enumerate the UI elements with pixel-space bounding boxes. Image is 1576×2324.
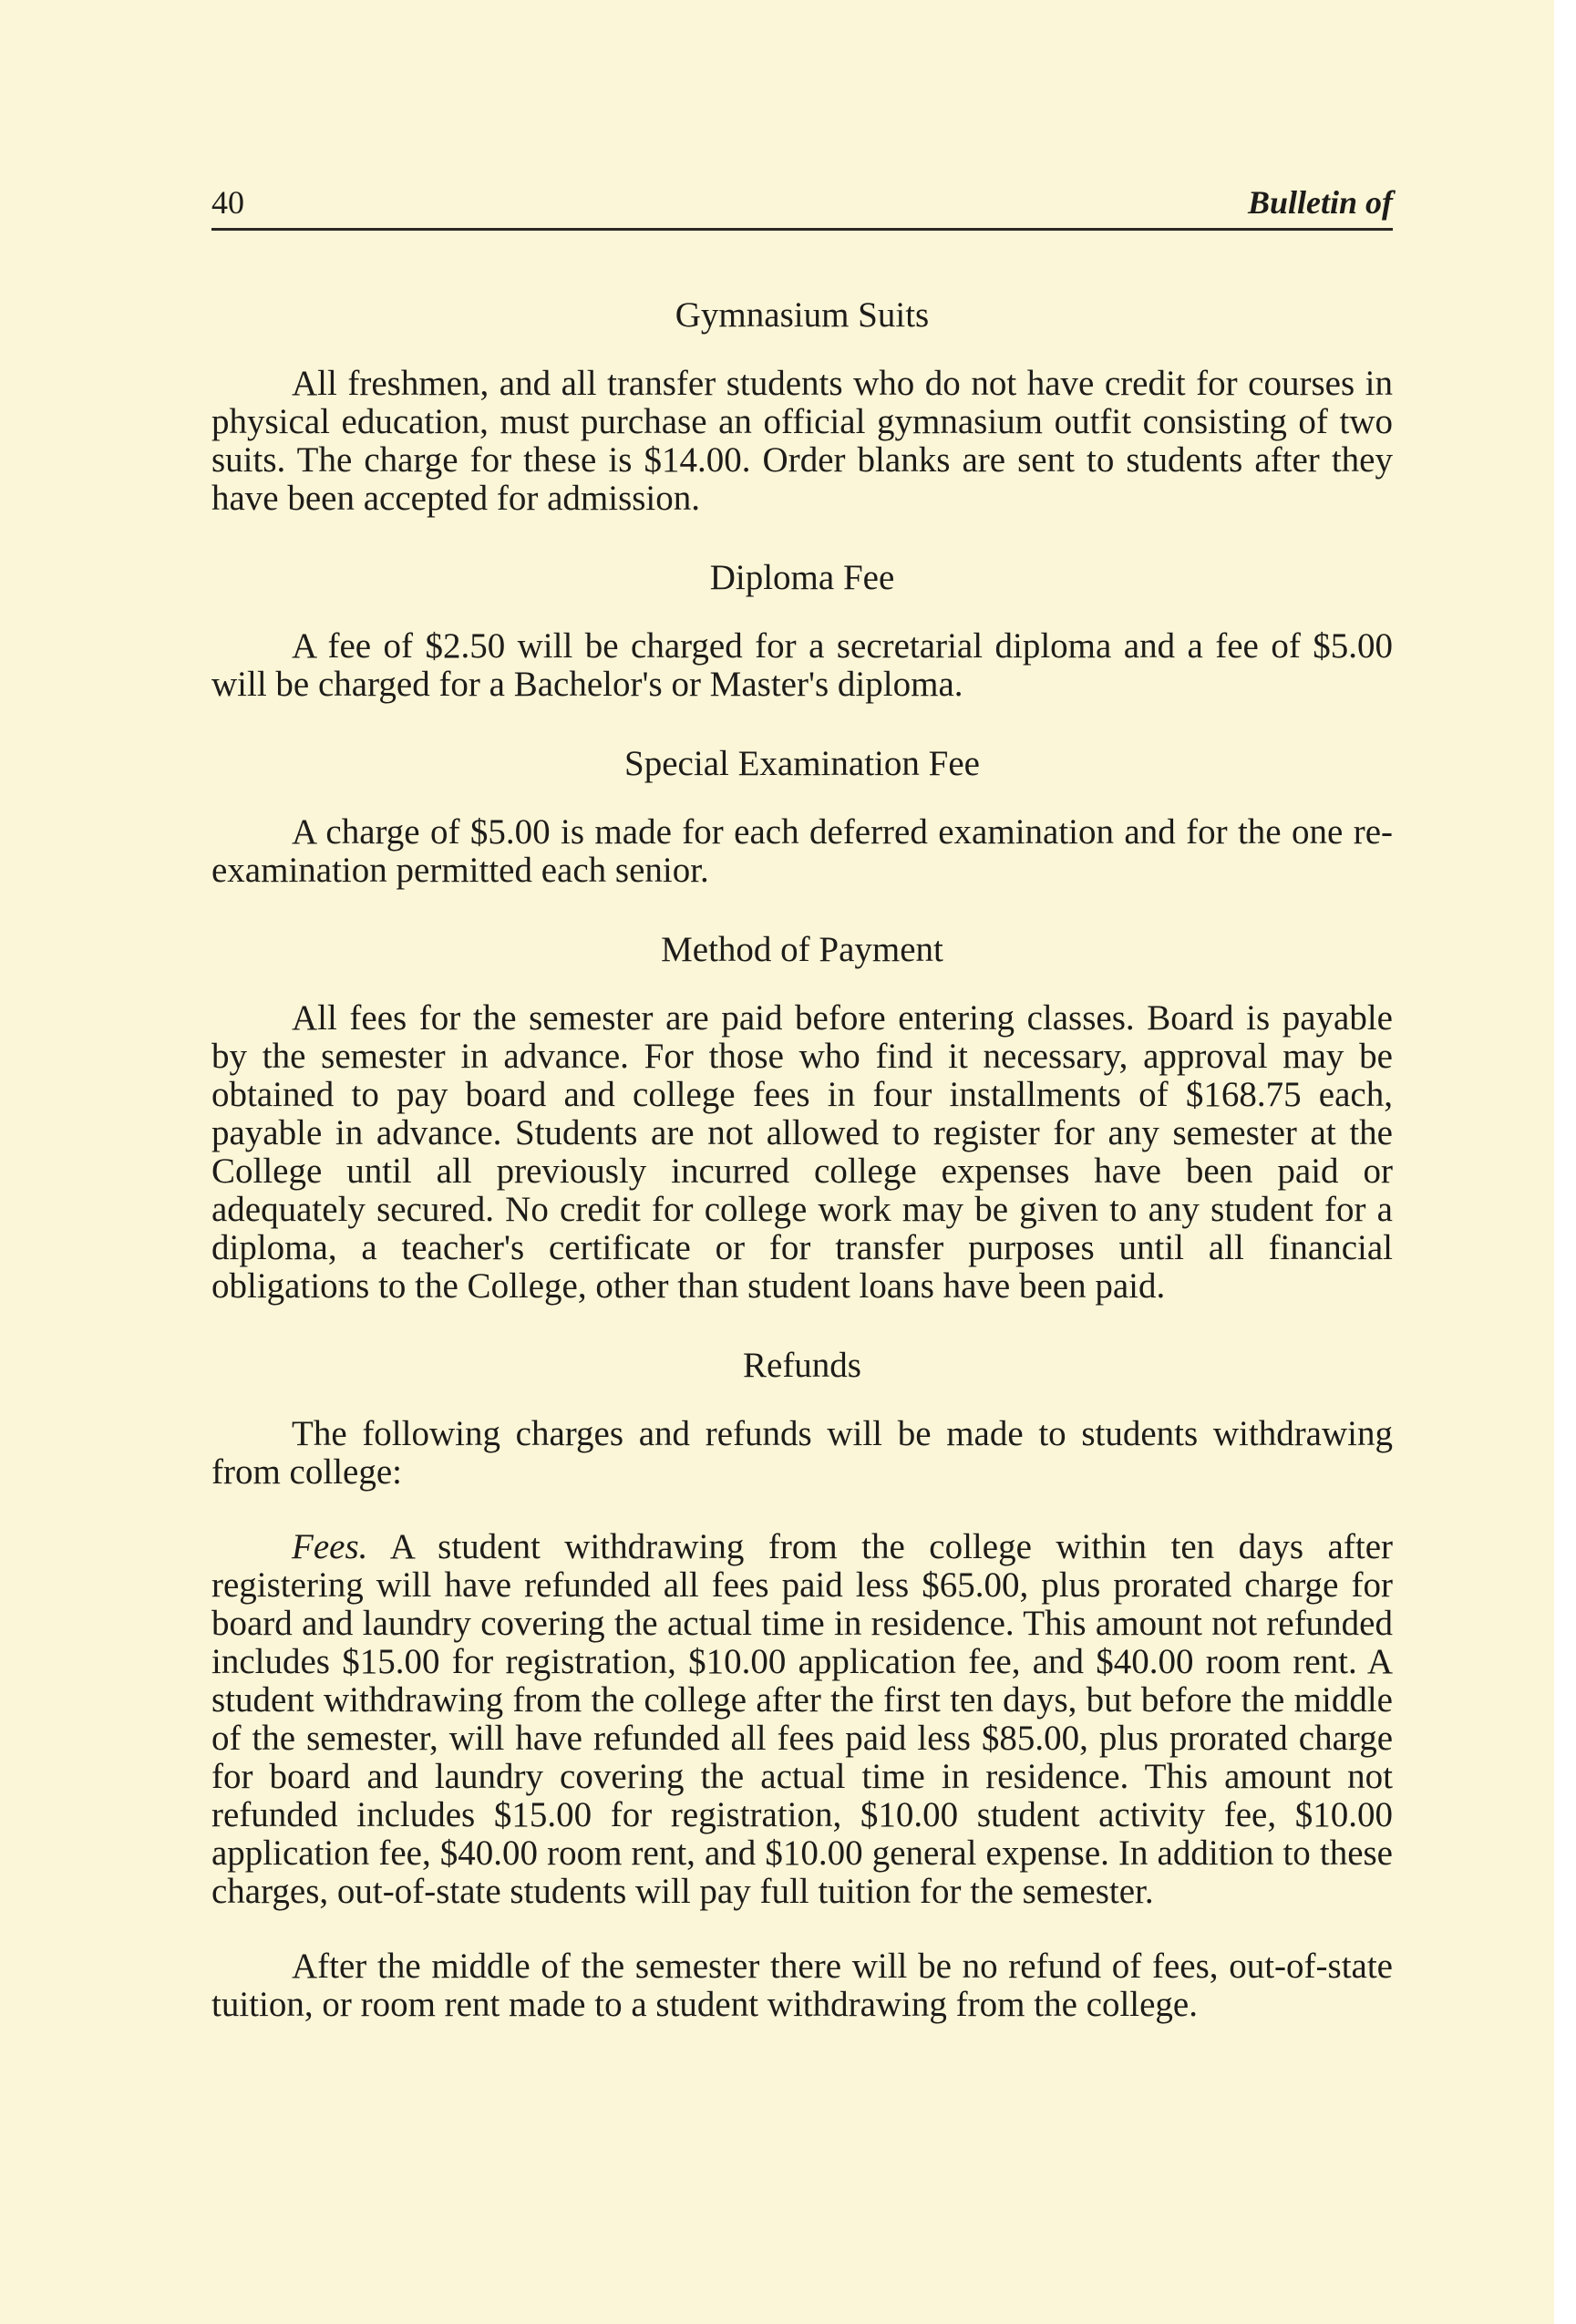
fees-text: A student withdrawing from the college within ten days after registering will have refunded all fees paid less $65.00, plus prorated charge for board and laundry covering the actual time in residence. This amount not refunded includes $15.00 for registration, $10.00 application fee, and $40.00 room rent. A student withdrawing from the college after the first ten days, but before the middle of the semester, will have refunded all fees paid less $85.00, plus prorated charge for board and laundry covering the actual time in residence. This amount not refunded includes $15.00 for registration, $10.00 student activity fee, $10.00 application fee, $40.00 room rent, and $10.00 general expense. In addition to these charges, out-of-state students will pay full tuition for the semester. — [211, 1527, 1393, 1911]
page-body — [211, 294, 1393, 2024]
running-head: Bulletin of — [1247, 184, 1393, 221]
paragraph: A charge of $5.00 is made for each deferred examination and for the one re-examination permitted each senior. — [211, 812, 1393, 890]
section-heading: Special Examination Fee — [624, 744, 980, 783]
section-heading: Refunds — [743, 1346, 861, 1385]
scan-margin — [1554, 0, 1576, 2324]
paragraph: All fees for the semester are paid before entering classes. Board is payable by the semester in advance. For those who find it necessary, approval may be obtained to pay board and college fees in four installments of $168.75 each, payable in advance. Students are not allowed to register for any semester at the College until all previously incurred college expenses have been paid or adequately secured. No credit for college work may be given to any student for a diploma, a teacher's certificate or for transfer purposes until all financial obligations to the College, other than student loans have been paid. — [211, 998, 1393, 1306]
section-refunds — [211, 1344, 1393, 2024]
fees-lead: Fees. — [292, 1527, 368, 1566]
section-gymnasium-suits — [211, 294, 1393, 518]
paragraph: A fee of $2.50 will be charged for a secretarial diploma and a fee of $5.00 will be charged for a Bachelor's or Master's diploma. — [211, 626, 1393, 704]
section-heading: Gymnasium Suits — [675, 295, 930, 335]
paragraph: The following charges and refunds will be made to students withdrawing from college: — [211, 1414, 1393, 1492]
section-special-examination-fee — [211, 742, 1393, 890]
page-header — [211, 182, 1393, 231]
section-diploma-fee — [211, 556, 1393, 704]
paragraph: All freshmen, and all transfer students who do not have credit for courses in physical education, must purchase an official gymnasium outfit consisting of two suits. The charge for these is $14.00. Order blanks are sent to students after they have been accepted for admission. — [211, 364, 1393, 518]
section-heading: Method of Payment — [661, 930, 943, 969]
section-method-of-payment — [211, 928, 1393, 1306]
paragraph-fees — [211, 1528, 1393, 1911]
paragraph: After the middle of the semester there will be no refund of fees, out-of-state tuition, or room rent made to a student withdrawing from the college. — [211, 1947, 1393, 2024]
section-heading: Diploma Fee — [709, 558, 895, 597]
page-number: 40 — [211, 184, 244, 221]
